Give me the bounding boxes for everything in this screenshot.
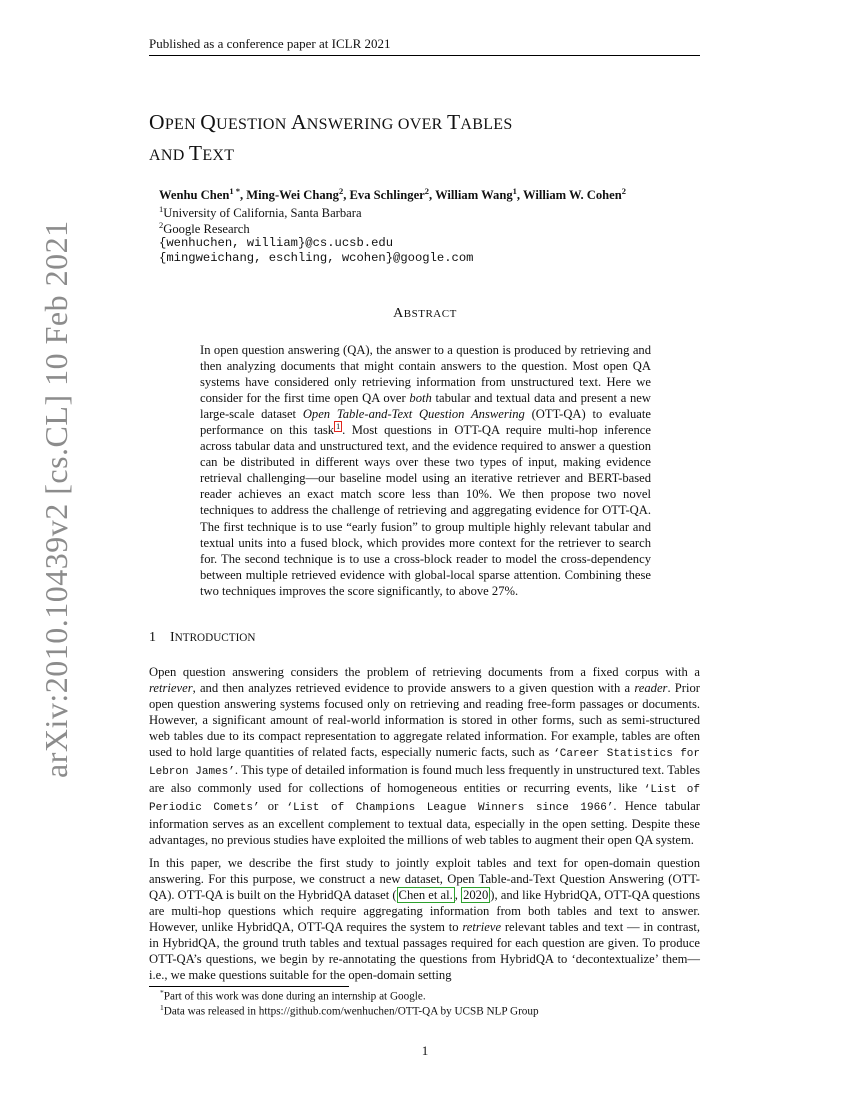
paper-title: [149, 108, 709, 170]
title-line-1: OPEN QUESTION ANSWERING OVER TABLES: [149, 110, 513, 134]
author-list: Wenhu Chen$^{1 *}$, Ming-Wei Chang$^2$, Eva Schlinger$^2$, William Wang$^1$, William W. Cohen$^2$: [159, 186, 627, 203]
affiliation-2: $^2$Google Research: [159, 220, 250, 237]
abstract-heading: ABSTRACT: [393, 306, 457, 321]
email-line-2: {mingweichang, eschling, wcohen}@google.com: [159, 251, 474, 265]
title-line-2: AND TEXT: [149, 141, 235, 165]
intro-paragraph-1: Open question answering considers the problem of retrieving documents from a fixed corpus with a retriever, and then analyzes retrieved evidence to provide answers to a given question with a reader. Prior open question answering systems focused only on retrieving and reading free-form passages or documents. However, a significant amount of real-world information is stored in other forms, such as semi-structured web tables due to its compact representation to aggregate related information. For example, tables are often used to hold large quantities of related facts, especially numeric facts, such as ‘Career Statistics for Lebron James’. This type of detailed information is found much less frequently in unstructured text. Tables are also commonly used for collections of homogeneous entities or recurring events, like ‘List of Periodic Comets’ or ‘List of Champions League Winners since 1966’. Hence tabular information serves as an excellent complement to textual data, especially in the open setting. Despite these advantages, no previous studies have exploited the millions of web tables to augment their open QA system.: [149, 665, 700, 848]
page-number: 1: [421, 1043, 429, 1058]
section-heading-introduction: 1 INTRODUCTION: [149, 630, 256, 645]
affiliation-1: $^1$University of California, Santa Barbara: [159, 204, 362, 221]
footnote-divider: [149, 986, 349, 987]
running-header: Published as a conference paper at ICLR 2021: [149, 36, 700, 56]
citation-link-author[interactable]: Chen et al.: [398, 888, 453, 903]
citation-link-year[interactable]: 2020: [463, 888, 489, 903]
arxiv-stamp: arXiv:2010.10439v2 [cs.CL] 10 Feb 2021: [38, 220, 74, 778]
footnote-star: *Part of this work was done during an internship at Google.: [160, 988, 426, 1003]
abstract-body: In open question answering (QA), the answer to a question is produced by retrieving and then analyzing documents that might contain answers to the question. Most open QA systems have considered only retrieving information from unstructured text. Here we consider for the first time open QA over both tabular and textual data and present a new large-scale dataset Open Table-and-Text Question Answering (OTT-QA) to evaluate performance on this task $^1$ . Most questions in OTT-QA require multi-hop inference across tabular data and unstructured text, and the evidence required to answer a question can be distributed in different ways over these two types of input, making evidence retrieval challenging—our baseline model using an iterative retriever and BERT-based reader achieves an exact match score less than 10%. We then propose two novel techniques to address the challenge of retrieving and aggregating evidence for OTT-QA. The first technique is to use “early fusion” to group multiple highly relevant tabular and textual units into a fused block, which provides more context for the retriever to search for. The second technique is to use a cross-block reader to model the cross-dependency between multiple retrieved evidence with global-local sparse attention. Combining these two techniques improves the score significantly, to above 27%.: [200, 343, 651, 598]
footnote-link-1[interactable]: 1: [336, 422, 341, 432]
intro-paragraph-2: In this paper, we describe the first study to jointly exploit tables and text for open-domain question answering. For this purpose, we construct a new dataset, Open Table-and-Text Question Answering (OTT-QA). OTT-QA is built on the HybridQA dataset ( Chen et al. , 2020 ), and like HybridQA, OTT-QA questions are multi-hop questions which require aggregating information from both tables and text to answer. However, unlike HybridQA, OTT-QA requires the system to retrieve relevant tables and text — in contrast, in HybridQA, the ground truth tables and textual passages required for each question are given. To produce OTT-QA’s questions, we begin by re-annotating the questions from HybridQA to ‘decontextualize’ them—i.e., we make questions suitable for the open-domain setting: [149, 856, 701, 983]
email-line-1: {wenhuchen, william}@cs.ucsb.edu: [159, 236, 394, 250]
footnote-1: $^1$Data was released in https://github.com/wenhuchen/OTT-QA by UCSB NLP Group: [160, 1003, 539, 1018]
